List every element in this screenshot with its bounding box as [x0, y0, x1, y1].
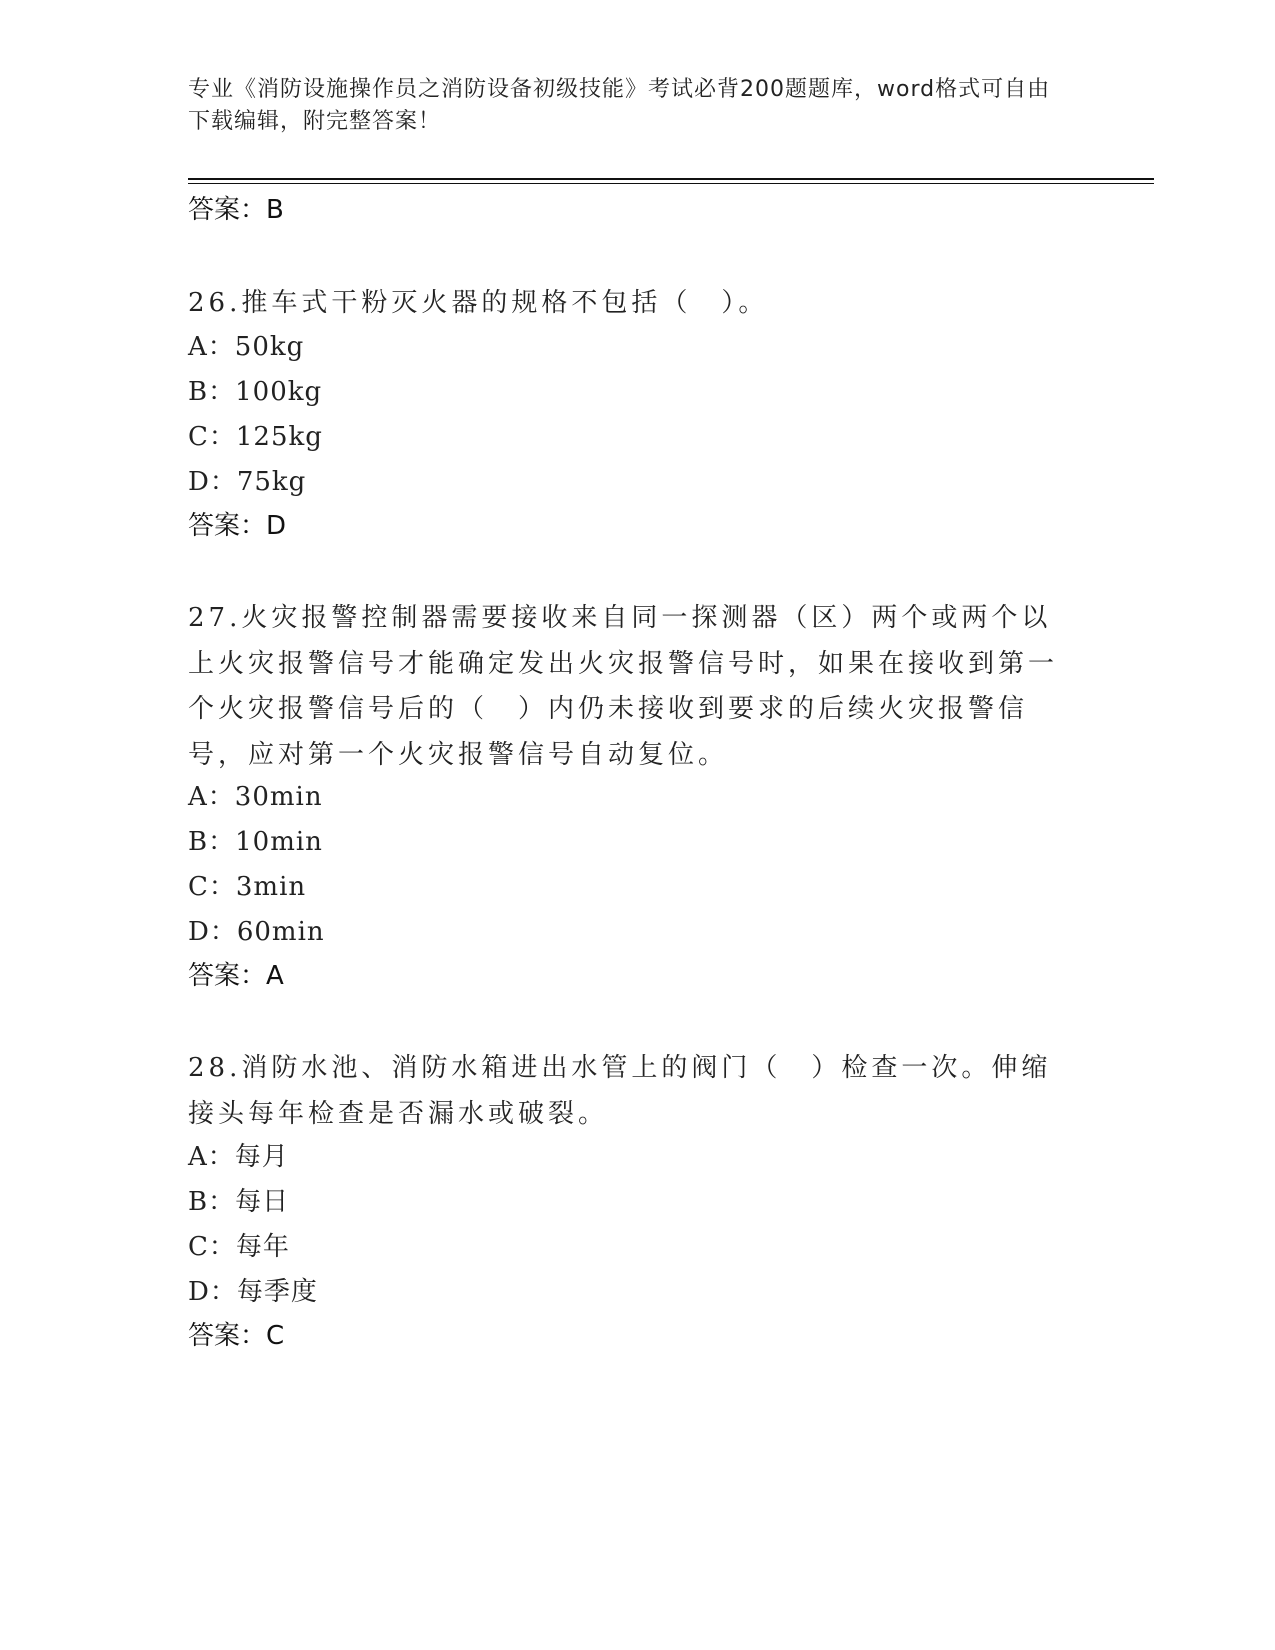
question-26-option-d: D：75kg — [188, 467, 307, 497]
question-28-option-c: C：每年 — [188, 1232, 290, 1262]
previous-answer: 答案：B — [188, 195, 284, 225]
question-26-answer: 答案：D — [188, 511, 287, 541]
question-26-option-a: A：50kg — [188, 332, 305, 362]
question-27-option-b: B：10min — [188, 827, 323, 857]
question-27-answer: 答案：A — [188, 961, 284, 991]
question-28-stem: 28.消防水池、消防水箱进出水管上的阀门（ ）检查一次。伸缩接头每年检查是否漏水或破裂。 — [188, 1053, 1052, 1129]
header-divider-thick — [188, 178, 1154, 180]
question-27-option-d: D：60min — [188, 917, 325, 947]
question-28-option-b: B：每日 — [188, 1187, 290, 1217]
question-28-option-d: D：每季度 — [188, 1277, 318, 1307]
document-header: 专业《消防设施操作员之消防设备初级技能》考试必背200题题库，word格式可自由下载编辑，附完整答案！ — [188, 77, 1051, 134]
question-27-stem: 27.火灾报警控制器需要接收来自同一探测器（区）两个或两个以上火灾报警信号才能确定发出火灾报警信号时，如果在接收到第一个火灾报警信号后的（ ）内仍未接收到要求的后续火灾报警信号，应对第一个火灾报警信号自动复位。 — [188, 603, 1059, 770]
question-26-stem: 26.推车式干粉灭火器的规格不包括（ ）。 — [188, 288, 769, 318]
question-27-option-c: C：3min — [188, 872, 307, 902]
question-28-option-a: A：每月 — [188, 1142, 289, 1172]
question-28-answer: 答案：C — [188, 1321, 285, 1351]
question-26-option-b: B：100kg — [188, 377, 323, 407]
header-divider-thin — [188, 183, 1154, 184]
question-26-option-c: C：125kg — [188, 422, 323, 452]
question-27-option-a: A：30min — [188, 782, 323, 812]
